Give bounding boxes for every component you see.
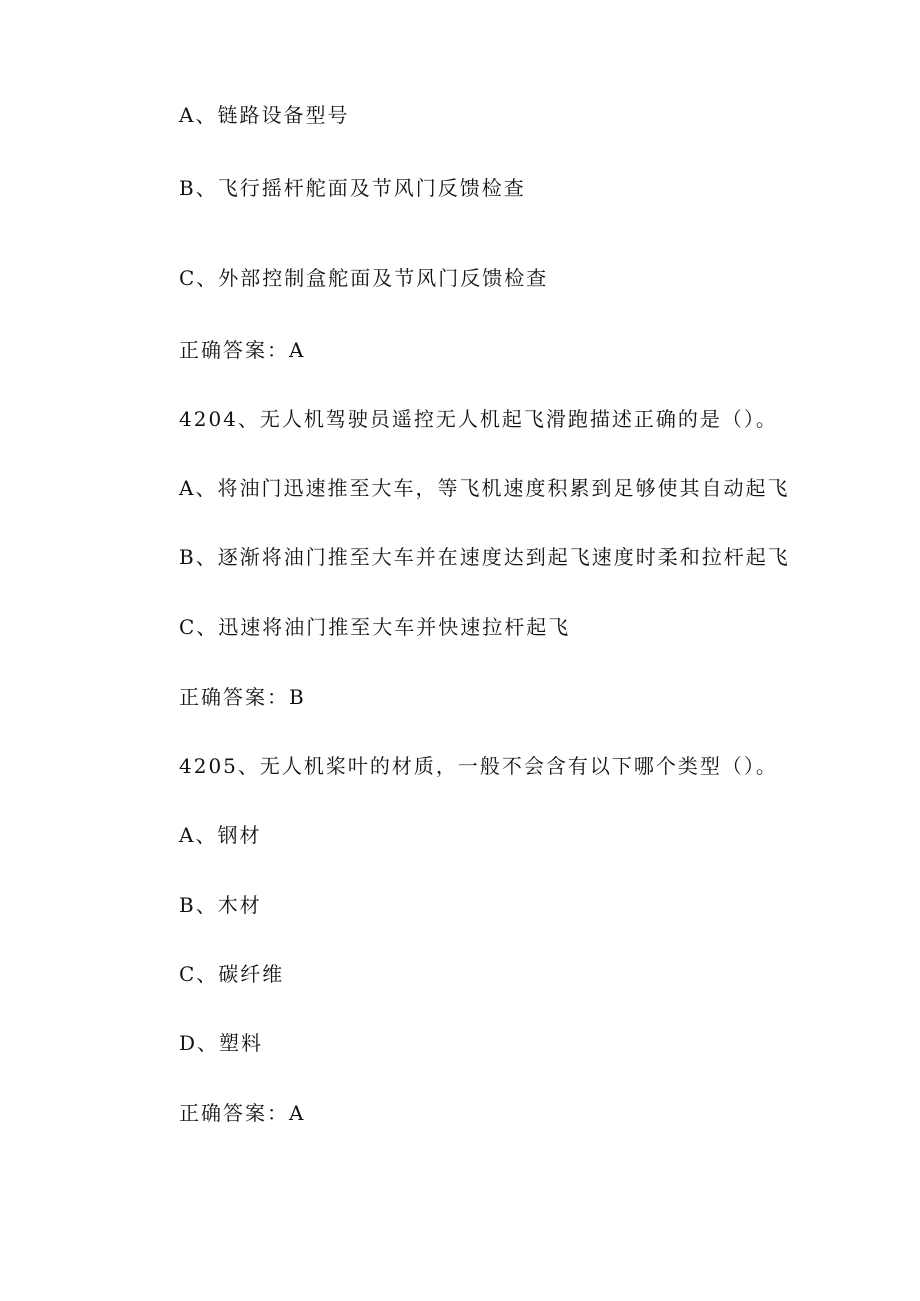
answer-q4205: 正确答案：A <box>179 1101 306 1125</box>
answer-q4204: 正确答案：B <box>179 685 306 709</box>
answer-q4203: 正确答案：A <box>179 338 306 362</box>
option-b-q4204: B、逐渐将油门推至大车并在速度达到起飞速度时柔和拉杆起飞 <box>179 545 790 569</box>
option-a-q4204: A、将油门迅速推至大车，等飞机速度积累到足够使其自动起飞 <box>179 476 790 500</box>
option-b-q4203: B、飞行摇杆舵面及节风门反馈检查 <box>179 176 526 200</box>
option-c-q4205: C、碳纤维 <box>179 962 285 986</box>
option-c-q4203: C、外部控制盒舵面及节风门反馈检查 <box>179 266 549 290</box>
option-a-q4205: A、钢材 <box>179 823 262 847</box>
question-4205: 4205、无人机桨叶的材质，一般不会含有以下哪个类型（）。 <box>179 754 778 778</box>
question-4204: 4204、无人机驾驶员遥控无人机起飞滑跑描述正确的是（）。 <box>179 407 778 431</box>
option-c-q4204: C、迅速将油门推至大车并快速拉杆起飞 <box>179 615 571 639</box>
option-a-q4203: A、链路设备型号 <box>179 103 350 127</box>
option-d-q4205: D、塑料 <box>179 1031 264 1055</box>
option-b-q4205: B、木材 <box>179 893 262 917</box>
